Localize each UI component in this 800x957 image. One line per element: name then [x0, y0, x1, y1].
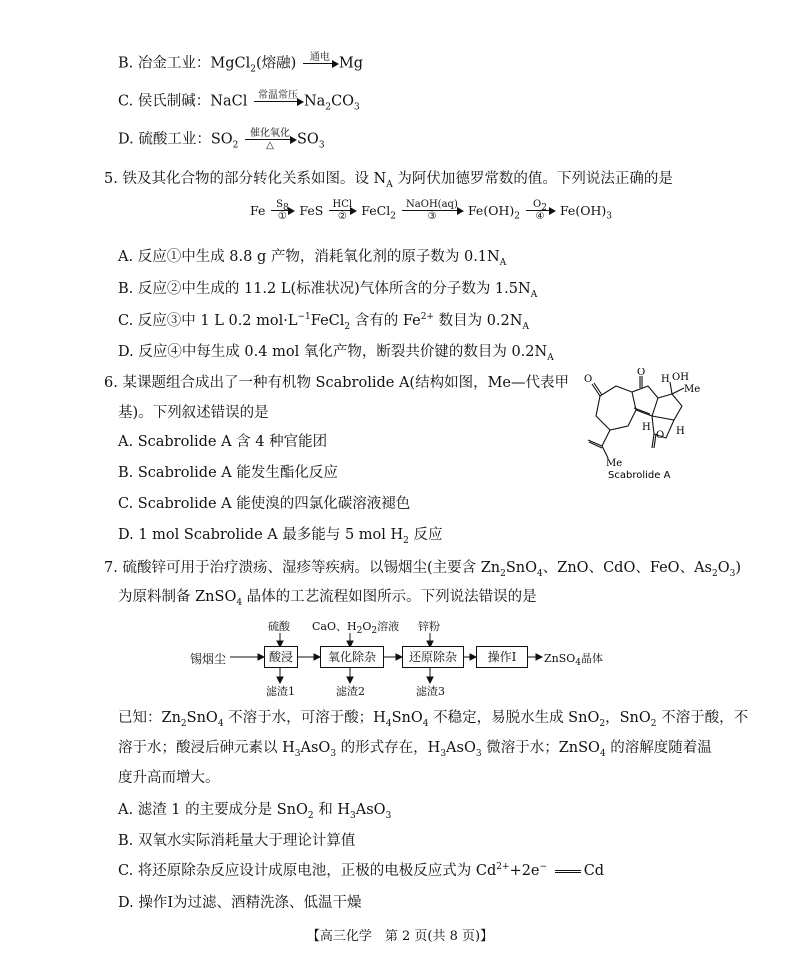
q7-option-c: C. 将还原除杂反应设计成原电池，正极的电极反应式为 $Cd^{2+}+2e^-$ Cd: [118, 862, 605, 879]
question-6-stem-2: 基)。下列叙述错误的是: [118, 405, 269, 421]
q6-option-a: A. Scabrolide A 含 4 种官能团: [118, 434, 328, 450]
known-info-2: 溶于水；酸浸后砷元素以 $H_3AsO_3$ 的形式存在，$H_3AsO_3$ 微溶于水；ZnSO$_4$ 的溶解度随着温: [118, 740, 712, 759]
flow-box-reduction: 还原除杂: [402, 646, 464, 668]
flow-input-sulfuric: 硫酸: [268, 620, 290, 633]
q5-option-a: A. 反应①中生成 8.8 g 产物，消耗氧化剂的原子数为 $0.1N_A$: [118, 249, 507, 268]
flow-box-operation: 操作Ⅰ: [476, 646, 528, 668]
q5-option-c: C. 反应③中 1 L 0.2 $mol\cdot L^{-1}FeCl_2$ 含有的 $Fe^{2+}$ 数目为 $0.2N_A$: [118, 312, 529, 332]
option-b-metallurgy: B. 冶金工业：MgCl$_2$(熔融) 通电 Mg: [118, 52, 364, 75]
q6-option-b: B. Scabrolide A 能发生酯化反应: [118, 465, 338, 481]
option-c-soda: C. 侯氏制碱：NaCl 常温常压 $Na_2CO_3$: [118, 90, 360, 113]
q7-option-d: D. 操作Ⅰ为过滤、酒精洗涤、低温干燥: [118, 895, 362, 911]
process-flow-diagram: [190, 617, 640, 697]
struct-h2-label: H: [642, 422, 651, 433]
q7-option-b: B. 双氧水实际消耗量大于理论计算值: [118, 833, 356, 849]
flow-residue-3: 滤渣3: [416, 685, 445, 698]
question-7-stem: 7. 硫酸锌可用于治疗溃疡、湿疹等疾病。以锡烟尘(主要含 $Zn_2SnO_4$、ZnO、CdO、FeO、$As_2O_3$): [104, 560, 742, 579]
flow-residue-2: 滤渣2: [336, 685, 365, 698]
q6-option-c: C. Scabrolide A 能使溴的四氯化碳溶液褪色: [118, 496, 411, 512]
struct-o-ring-label: O: [656, 430, 665, 441]
flow-box-acid-leach: 酸浸: [264, 646, 298, 668]
flow-end: ZnSO$_4$晶体: [544, 652, 604, 669]
struct-oh-label: OH: [672, 372, 689, 383]
known-info-1: 已知：$Zn_2SnO_4$ 不溶于水，可溶于酸；$H_4SnO_4$ 不稳定，易脱水生成 SnO$_2$，SnO$_2$ 不溶于酸，不: [118, 710, 749, 729]
struct-o-top-label: O: [637, 368, 646, 378]
struct-o-label: O: [584, 374, 593, 385]
q5-option-d: D. 反应④中每生成 0.4 mol 氧化产物，断裂共价键的数目为 $0.2N_A$: [118, 344, 554, 363]
equals-sign: [555, 870, 581, 873]
flow-start: 锡烟尘: [190, 652, 227, 666]
question-5-stem: 5. 铁及其化合物的部分转化关系如图。设 $N_A$ 为阿伏加德罗常数的值。下列说法正确的是: [104, 171, 673, 190]
question-7-stem-2: 为原料制备 ZnSO$_4$ 晶体的工艺流程如图所示。下列说法错误的是: [118, 589, 537, 608]
q6-option-d: D. 1 mol Scabrolide A 最多能与 5 mol $H_2$ 反应: [118, 527, 443, 546]
known-info-3: 度升高而增大。: [118, 770, 220, 786]
flow-residue-1: 滤渣1: [266, 685, 295, 698]
struct-caption: Scabrolide A: [608, 470, 671, 480]
flow-box-oxidation: 氧化除杂: [320, 646, 384, 668]
iron-conversion-chain: Fe $S_8$ ① FeS HCl ② FeCl$_2$ NaOH(aq) ③ $Fe(OH)_2$ $O_2$ ④ $Fe(OH)_3$: [250, 199, 612, 222]
option-d-sulfuric: D. 硫酸工业：$SO_2$ 催化氧化 △ $SO_3$: [118, 128, 325, 151]
scabrolide-structure: [580, 368, 700, 480]
struct-h-label: H: [661, 374, 670, 385]
question-6-stem: 6. 某课题组合成出了一种有机物 Scabrolide A(结构如图，Me—代表甲: [104, 375, 569, 391]
flow-input-zinc: 锌粉: [418, 620, 440, 633]
struct-h3-label: H: [676, 426, 685, 437]
struct-me-label: Me: [684, 384, 700, 395]
q5-option-b: B. 反应②中生成的 11.2 L(标准状况)气体所含的分子数为 $1.5N_A$: [118, 281, 538, 300]
struct-me2-label: Me: [606, 458, 623, 469]
q7-option-a: A. 滤渣 1 的主要成分是 SnO$_2$ 和 $H_3AsO_3$: [118, 802, 392, 821]
page-footer: 【高三化学 第 2 页(共 8 页)】: [306, 929, 494, 944]
flow-input-cao: CaO、$H_2O_2$溶液: [312, 620, 400, 637]
